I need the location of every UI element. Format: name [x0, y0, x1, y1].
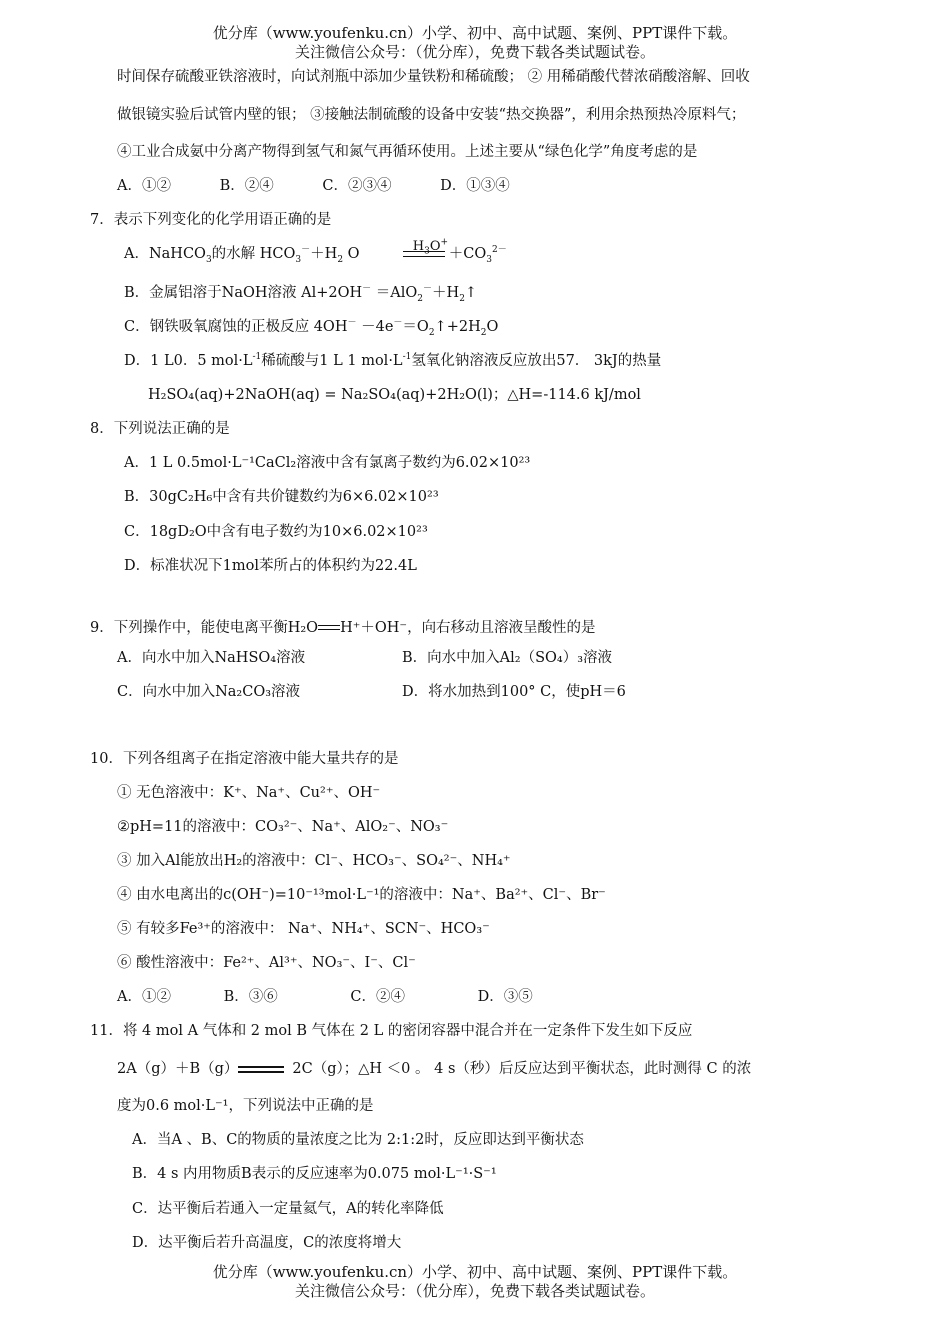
q9-option-b: B．向水中加入Al₂（SO₄）₃溶液 — [402, 650, 613, 666]
q7-c-end2: ↑+2H — [434, 319, 481, 335]
q7-a-water: ＋H — [310, 246, 338, 262]
header-wechat-line: 关注微信公众号：（优分库），免费下载各类试题试卷。 — [294, 43, 655, 61]
q11-line2-pre: 2A（g）＋B（g） — [117, 1061, 239, 1077]
q6-option-c: C．②③④ — [322, 178, 392, 194]
q7-option-b: B．金属铝溶于NaOH溶液 $Al+2OH^- =AlO_2^-+H_2↑$ — [124, 284, 478, 304]
q9-stem — [90, 618, 596, 638]
q10-item-1: ① 无色溶液中：K⁺、Na⁺、Cu²⁺、OH⁻ — [117, 785, 381, 801]
q9-option-d: D．将水加热到100° C，使pH＝6 — [402, 684, 626, 700]
equilibrium-arrow-icon — [403, 248, 445, 260]
q6-line2: 做银镜实验后试管内壁的银； ③接触法制硫酸的设备中安装“热交换器”，利用余热预热冷原料气； — [117, 107, 746, 123]
q7-c-end3: O — [486, 319, 499, 335]
q10-item-3: ③ 加入Al能放出H₂的溶液中：Cl⁻、HCO₃⁻、SO₄²⁻、NH₄⁺ — [117, 853, 511, 869]
q7-c-text: C．钢铁吸氧腐蚀的正极反应 4OH — [124, 319, 348, 335]
q8-stem: 8．下列说法正确的是 — [90, 421, 230, 437]
page-header-top — [0, 24, 950, 62]
q10-item-6: ⑥ 酸性溶液中：Fe²⁺、Al³⁺、NO₃⁻、I⁻、Cl⁻ — [117, 955, 416, 971]
q6-option-a: A．①② — [117, 178, 171, 194]
q10-item-2: ②pH=11的溶液中：CO₃²⁻、Na⁺、AlO₂⁻、NO₃⁻ — [117, 819, 449, 835]
q7-a-prod: H — [412, 239, 425, 254]
q7-a-rest: 的水解 HCO — [211, 246, 296, 262]
q9-stem-pre: 9．下列操作中，能使电离平衡H₂O — [90, 620, 319, 636]
q10-item-5: ⑤ 有较多Fe³⁺的溶液中： Na⁺、NH₄⁺、SCN⁻、HCO₃⁻ — [117, 921, 490, 937]
q7-d-text: D．1 L0．5 mol·L — [124, 353, 253, 369]
footer-wechat-line: 关注微信公众号：（优分库），免费下载各类试题试卷。 — [294, 1282, 655, 1300]
q7-option-a: A．NaHCO$_3$的水解 $HCO_3^-+H_2$ O $H_3O^+$ $+CO_3^{2-}$ — [124, 237, 507, 265]
q11-option-a: A．当A 、B、C的物质的量浓度之比为 2:1:2时，反应即达到平衡状态 — [132, 1132, 584, 1148]
q7-b-arrow: ↑ — [464, 285, 478, 301]
q9-option-a: A．向水中加入NaHSO₄溶液 — [117, 650, 306, 666]
q7-option-d: D．1 L0．5 $mol\cdot L^{-1}$稀硫酸与1 L 1 $mol\cdot L^{-1}$氢氧化钠溶液反应放出57． 3kJ的热量 — [124, 352, 662, 369]
q7-a-prod3: ＋CO — [448, 246, 487, 262]
q7-stem: 7．表示下列变化的化学用语正确的是 — [90, 212, 332, 228]
q6-line3: ④工业合成氨中分离产物得到氢气和氮气再循环使用。上述主要从“绿色化学”角度考虑的是 — [117, 144, 698, 160]
q7-d-mid: 稀硫酸与1 L 1 mol·L — [261, 353, 403, 369]
q7-b-rest: ＝AlO — [371, 285, 418, 301]
q6-line1: 时间保存硫酸亚铁溶液时，向试剂瓶中添加少量铁粉和稀硫酸； ② 用稀硝酸代替浓硝酸溶解、回收 — [117, 69, 750, 85]
q6-option-b: B．②④ — [219, 178, 274, 194]
q10-stem: 10．下列各组离子在指定溶液中能大量共存的是 — [90, 751, 399, 767]
q10-item-4: ④ 由水电离出的c(OH⁻)=10⁻¹³mol·L⁻¹的溶液中：Na⁺、Ba²⁺、Cl⁻、Br⁻ — [117, 887, 606, 903]
q10-option-b: B．③⑥ — [223, 989, 278, 1005]
q11-option-b: B．4 s 内用物质B表示的反应速率为0.075 mol·L⁻¹·S⁻¹ — [132, 1166, 497, 1182]
q9-stem-post: H⁺＋OH⁻，向右移动且溶液呈酸性的是 — [340, 620, 596, 636]
equilibrium-arrow-icon — [318, 623, 340, 633]
q7-b-end: ＋H — [432, 285, 460, 301]
q7-option-c: C．钢铁吸氧腐蚀的正极反应 $4OH^- -4e^-=O_2↑+2H_2O$ — [124, 318, 499, 338]
q7-a-prod2: O — [429, 239, 441, 254]
q10-option-d: D．③⑤ — [477, 989, 533, 1005]
q8-option-b: B．30gC₂H₆中含有共价键数约为6×6.02×10²³ — [124, 489, 439, 505]
q11-option-c: C．达平衡后若通入一定量氦气，A的转化率降低 — [132, 1201, 444, 1217]
q11-line2 — [117, 1059, 751, 1079]
page-footer — [0, 1263, 950, 1301]
q10-options — [117, 987, 533, 1007]
header-site-line: 优分库（www.youfenku.cn）小学、初中、高中试题、案例、PPT课件下载。 — [212, 24, 738, 42]
q11-line1: 11．将 4 mol A 气体和 2 mol B 气体在 2 L 的密闭容器中混合并在一定条件下发生如下反应 — [90, 1023, 693, 1039]
q8-option-d: D．标准状况下1mol苯所占的体积约为22.4L — [124, 558, 417, 574]
q6-option-d: D．①③④ — [440, 178, 510, 194]
q11-option-d: D．达平衡后若升高温度，C的浓度将增大 — [132, 1235, 402, 1251]
footer-site-line: 优分库（www.youfenku.cn）小学、初中、高中试题、案例、PPT课件下载。 — [212, 1263, 738, 1281]
q6-options — [117, 176, 510, 196]
q7-b-text: B．金属铝溶于NaOH溶液 Al+2OH — [124, 285, 363, 301]
q8-option-c: C．18gD₂O中含有电子数约为10×6.02×10²³ — [124, 524, 428, 540]
reversible-arrow-icon — [238, 1063, 284, 1075]
q7-c-end: ＝O — [402, 319, 429, 335]
q7-a-equilibrium: $H_3O^+$ — [403, 244, 445, 264]
q10-option-a: A．①② — [117, 989, 171, 1005]
q10-option-c: C．②④ — [350, 989, 405, 1005]
q7-a-text: A．NaHCO — [124, 246, 206, 262]
q11-line3: 度为0.6 mol·L⁻¹，下列说法中正确的是 — [117, 1098, 374, 1114]
q7-a-o: O — [343, 246, 360, 262]
q8-option-a: A．1 L 0.5mol·L⁻¹CaCl₂溶液中含有氯离子数约为6.02×10²³ — [124, 455, 531, 471]
q11-line2-post: 2C（g）；△H ＜0 。 4 s（秒）后反应达到平衡状态，此时测得 C 的浓 — [292, 1061, 752, 1077]
q7-c-rest: －4e — [356, 319, 394, 335]
q9-option-c: C．向水中加入Na₂CO₃溶液 — [117, 684, 301, 700]
q7-d-equation: H₂SO₄(aq)+2NaOH(aq) = Na₂SO₄(aq)+2H₂O(l)；△H=-114.6 kJ/mol — [148, 387, 641, 403]
q7-d-end: 氢氧化钠溶液反应放出57． 3kJ的热量 — [411, 353, 662, 369]
